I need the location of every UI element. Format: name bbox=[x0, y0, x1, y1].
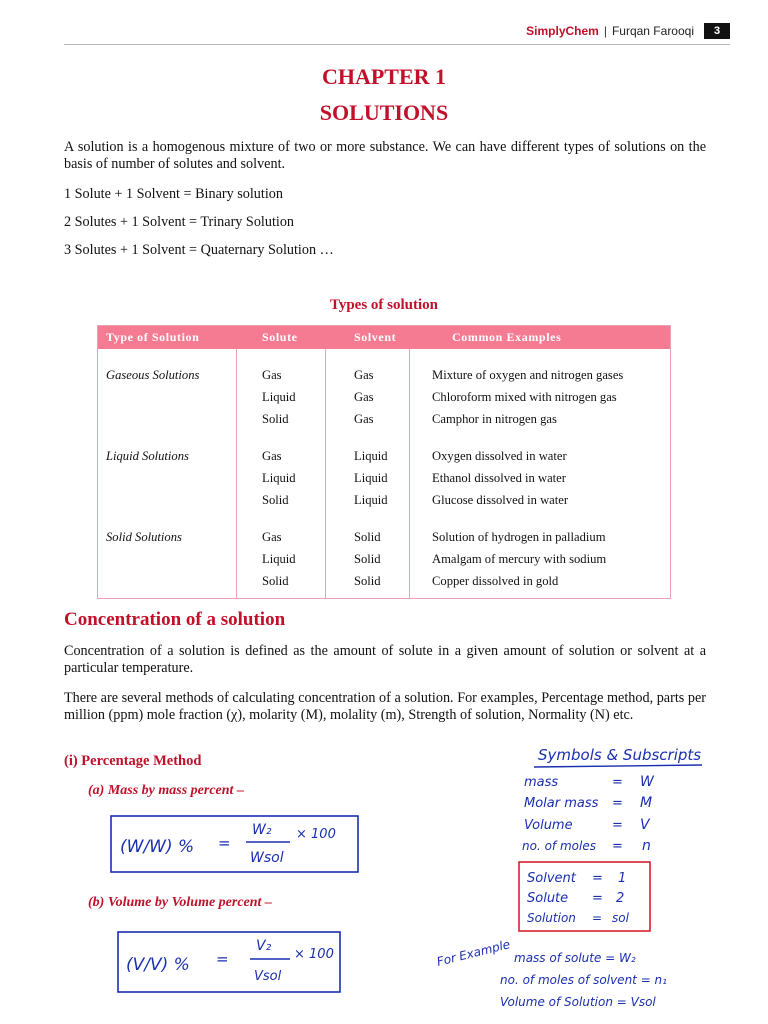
formula-numerator: W₂ bbox=[252, 822, 272, 838]
table-cell: Gas bbox=[262, 530, 282, 544]
table-cell: Liquid bbox=[354, 449, 388, 463]
table-header-cell: Solute bbox=[262, 330, 298, 344]
table-cell: Gas bbox=[354, 412, 374, 426]
page-number: 3 bbox=[704, 23, 730, 39]
symbols-title: Symbols & Subscripts bbox=[538, 746, 702, 764]
table-cell: Solid bbox=[262, 574, 289, 588]
table-cell: Solid bbox=[354, 552, 381, 566]
table-cell: Solution of hydrogen in palladium bbox=[432, 530, 606, 544]
symbol-equals: = bbox=[612, 775, 623, 790]
formula-denominator: Wsol bbox=[250, 850, 284, 866]
formula-denominator: Vsol bbox=[254, 969, 282, 984]
solution-type-line: 1 Solute + 1 Solvent = Binary solution bbox=[64, 186, 283, 202]
table-category: Gaseous Solutions bbox=[106, 368, 200, 382]
percentage-method-heading: (i) Percentage Method bbox=[64, 753, 202, 769]
symbol-equals: = bbox=[612, 796, 623, 811]
table-category: Solid Solutions bbox=[106, 530, 182, 544]
table-column-divider bbox=[325, 349, 326, 599]
subscript-value: 1 bbox=[618, 871, 627, 886]
table-cell: Liquid bbox=[262, 390, 296, 404]
solution-types-table bbox=[97, 325, 671, 599]
solution-type-line: 2 Solutes + 1 Solvent = Trinary Solution bbox=[64, 214, 295, 230]
table-cell: Ethanol dissolved in water bbox=[432, 471, 566, 485]
table-cell: Gas bbox=[262, 449, 282, 463]
symbol-name: Volume bbox=[524, 818, 573, 833]
table-cell: Liquid bbox=[262, 552, 296, 566]
symbol-value: V bbox=[640, 817, 650, 833]
formula-equals: = bbox=[218, 834, 231, 852]
volume-formula-box bbox=[118, 932, 340, 992]
table-header-cell: Common Examples bbox=[452, 330, 562, 344]
formula-equals: = bbox=[216, 950, 229, 968]
header-separator: | bbox=[603, 24, 607, 38]
example-label: For Example bbox=[435, 937, 512, 969]
intro-paragraph: A solution is a homogenous mixture of two or more substance. We can have different types of solutions on the basis of number of solutes and solvent. bbox=[64, 139, 706, 172]
symbol-value: W bbox=[640, 774, 654, 790]
solution-type-line: 3 Solutes + 1 Solvent = Quaternary Solution … bbox=[64, 242, 334, 258]
mass-formula-box bbox=[111, 816, 358, 872]
volume-percent-heading: (b) Volume by Volume percent – bbox=[88, 895, 272, 910]
table-cell: Amalgam of mercury with sodium bbox=[432, 552, 607, 566]
table-cell: Glucose dissolved in water bbox=[432, 493, 569, 507]
subscript-value: sol bbox=[612, 911, 629, 925]
table-cell: Mixture of oxygen and nitrogen gases bbox=[432, 368, 624, 382]
table-header-cell: Type of Solution bbox=[106, 330, 200, 344]
symbol-name: Molar mass bbox=[524, 796, 599, 811]
subscript-value: 2 bbox=[616, 891, 625, 906]
brand-name: SimplyChem bbox=[526, 24, 599, 38]
table-cell: Liquid bbox=[354, 493, 388, 507]
symbol-equals: = bbox=[612, 818, 623, 833]
symbol-value: M bbox=[640, 795, 653, 811]
concentration-methods: There are several methods of calculating concentration of a solution. For examples, Percentage method, parts per million (ppm) mole fraction (χ), molarity (M), molality (m), Strength of solution, Normality (N) etc. bbox=[64, 690, 706, 723]
concentration-definition: Concentration of a solution is defined as the amount of solute in a given amount of solution or solvent at a particular temperature. bbox=[64, 643, 706, 676]
example-line: Volume of Solution = Vsol bbox=[500, 995, 656, 1009]
table-cell: Solid bbox=[262, 412, 289, 426]
example-line: no. of moles of solvent = n₁ bbox=[500, 973, 667, 987]
table-caption: Types of solution bbox=[329, 297, 439, 313]
subscript-name: Solution bbox=[527, 911, 576, 925]
subscript-name: Solvent bbox=[527, 871, 576, 886]
subject-title: SOLUTIONS bbox=[319, 100, 449, 125]
table-cell: Copper dissolved in gold bbox=[432, 574, 559, 588]
subscript-equals: = bbox=[592, 891, 603, 906]
table-cell: Oxygen dissolved in water bbox=[432, 449, 567, 463]
table-cell: Liquid bbox=[354, 471, 388, 485]
table-cell: Liquid bbox=[262, 471, 296, 485]
table-cell: Camphor in nitrogen gas bbox=[432, 412, 557, 426]
table-cell: Gas bbox=[262, 368, 282, 382]
mass-percent-heading: (a) Mass by mass percent – bbox=[88, 783, 244, 798]
chapter-title: CHAPTER 1 bbox=[321, 64, 447, 89]
symbol-equals: = bbox=[612, 839, 623, 854]
symbol-name: mass bbox=[524, 775, 559, 790]
table-cell: Gas bbox=[354, 368, 374, 382]
table-column-divider bbox=[236, 349, 237, 599]
table-header-cell: Solvent bbox=[354, 330, 397, 344]
table-cell: Solid bbox=[354, 574, 381, 588]
formula-multiplier: × 100 bbox=[294, 947, 334, 962]
symbol-name: no. of moles bbox=[522, 839, 596, 853]
table-cell: Solid bbox=[354, 530, 381, 544]
header-rule bbox=[64, 44, 730, 45]
formula-multiplier: × 100 bbox=[296, 827, 336, 842]
page-header bbox=[526, 22, 730, 40]
subscript-equals: = bbox=[592, 911, 603, 925]
table-header-row bbox=[98, 326, 670, 349]
table-cell: Solid bbox=[262, 493, 289, 507]
symbol-value: n bbox=[642, 838, 651, 854]
subscript-equals: = bbox=[592, 871, 603, 886]
subscript-name: Solute bbox=[527, 891, 569, 906]
title-underline bbox=[534, 765, 702, 767]
table-category: Liquid Solutions bbox=[106, 449, 189, 463]
subscripts-box bbox=[519, 862, 650, 931]
table-column-divider bbox=[409, 349, 410, 599]
author-name: Furqan Farooqi bbox=[611, 24, 694, 38]
concentration-heading: Concentration of a solution bbox=[64, 609, 286, 630]
formula-lhs: (V/V) % bbox=[126, 955, 190, 975]
formula-numerator: V₂ bbox=[256, 938, 272, 954]
table-cell: Gas bbox=[354, 390, 374, 404]
table-cell: Chloroform mixed with nitrogen gas bbox=[432, 390, 617, 404]
example-line: mass of solute = W₂ bbox=[514, 951, 636, 965]
formula-lhs: (W/W) % bbox=[120, 837, 195, 857]
